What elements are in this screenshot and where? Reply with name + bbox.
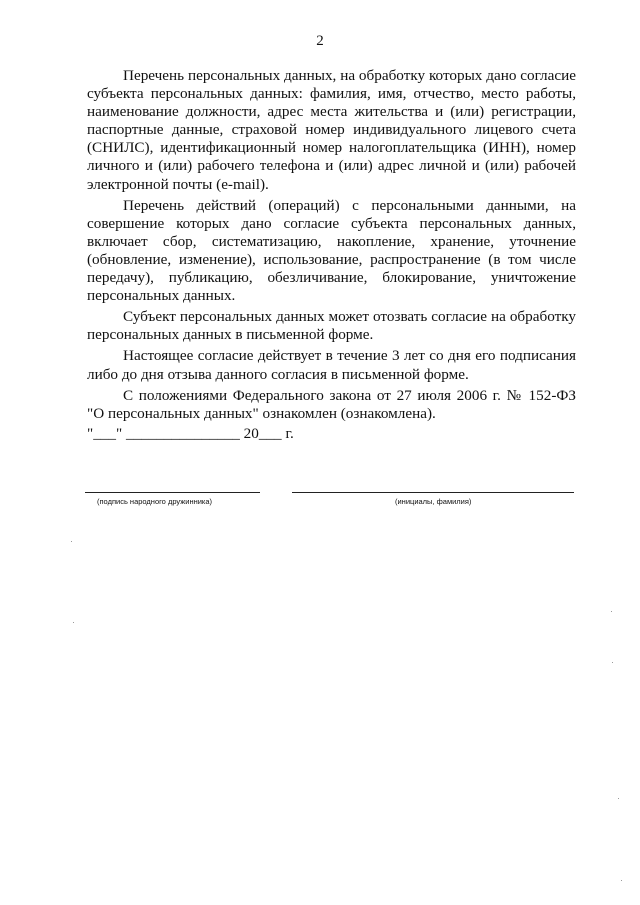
paragraph-personal-data-list: Перечень персональных данных, на обработку которых дано согласие субъекта персональных данных: фамилия, имя, отчество, место работы, наименование должности, адрес места жительства и (или) регистрации, паспортные данные, страховой номер индивидуального лицевого счета (СНИЛС), идентификационный номер налогоплательщика (ИНН), номер личного и (или) рабочего телефона и (или) адрес личной и (или) рабочей электронной почты (e-mail). <box>87 67 576 193</box>
scan-speck <box>618 798 619 799</box>
paragraph-revocation: Субъект персональных данных может отозвать согласие на обработку персональных данных в письменной форме. <box>87 308 576 344</box>
paragraph-law-acknowledgement: С положениями Федерального закона от 27 июля 2006 г. № 152-ФЗ "О персональных данных" ознакомлен (ознакомлена). <box>87 386 576 422</box>
signature-caption: (подпись народного дружинника) <box>97 497 213 506</box>
paragraph-validity-period: Настоящее согласие действует в течение 3 лет со дня его подписания либо до дня отзыва данного согласия в письменной форме. <box>87 347 576 383</box>
name-caption: (инициалы, фамилия) <box>395 497 472 506</box>
scan-speck <box>71 541 72 542</box>
signature-date-line: "___" _______________ 20___ г. <box>87 425 294 442</box>
document-body <box>87 67 576 426</box>
scan-speck <box>621 880 622 881</box>
paragraph-actions-list: Перечень действий (операций) с персональными данными, на совершение которых дано согласие субъекта персональных данных, включает сбор, систематизацию, накопление, хранение, уточнение (обновление, изменение), использование, распространение (в том числе передачу), публикацию, обезличивание, блокирование, уничтожение персональных данных. <box>87 196 576 305</box>
scan-speck <box>611 611 612 612</box>
page-number: 2 <box>316 33 324 49</box>
signature-line <box>85 492 260 493</box>
scan-speck <box>73 622 74 623</box>
scan-speck <box>612 662 613 663</box>
name-line <box>292 492 574 493</box>
